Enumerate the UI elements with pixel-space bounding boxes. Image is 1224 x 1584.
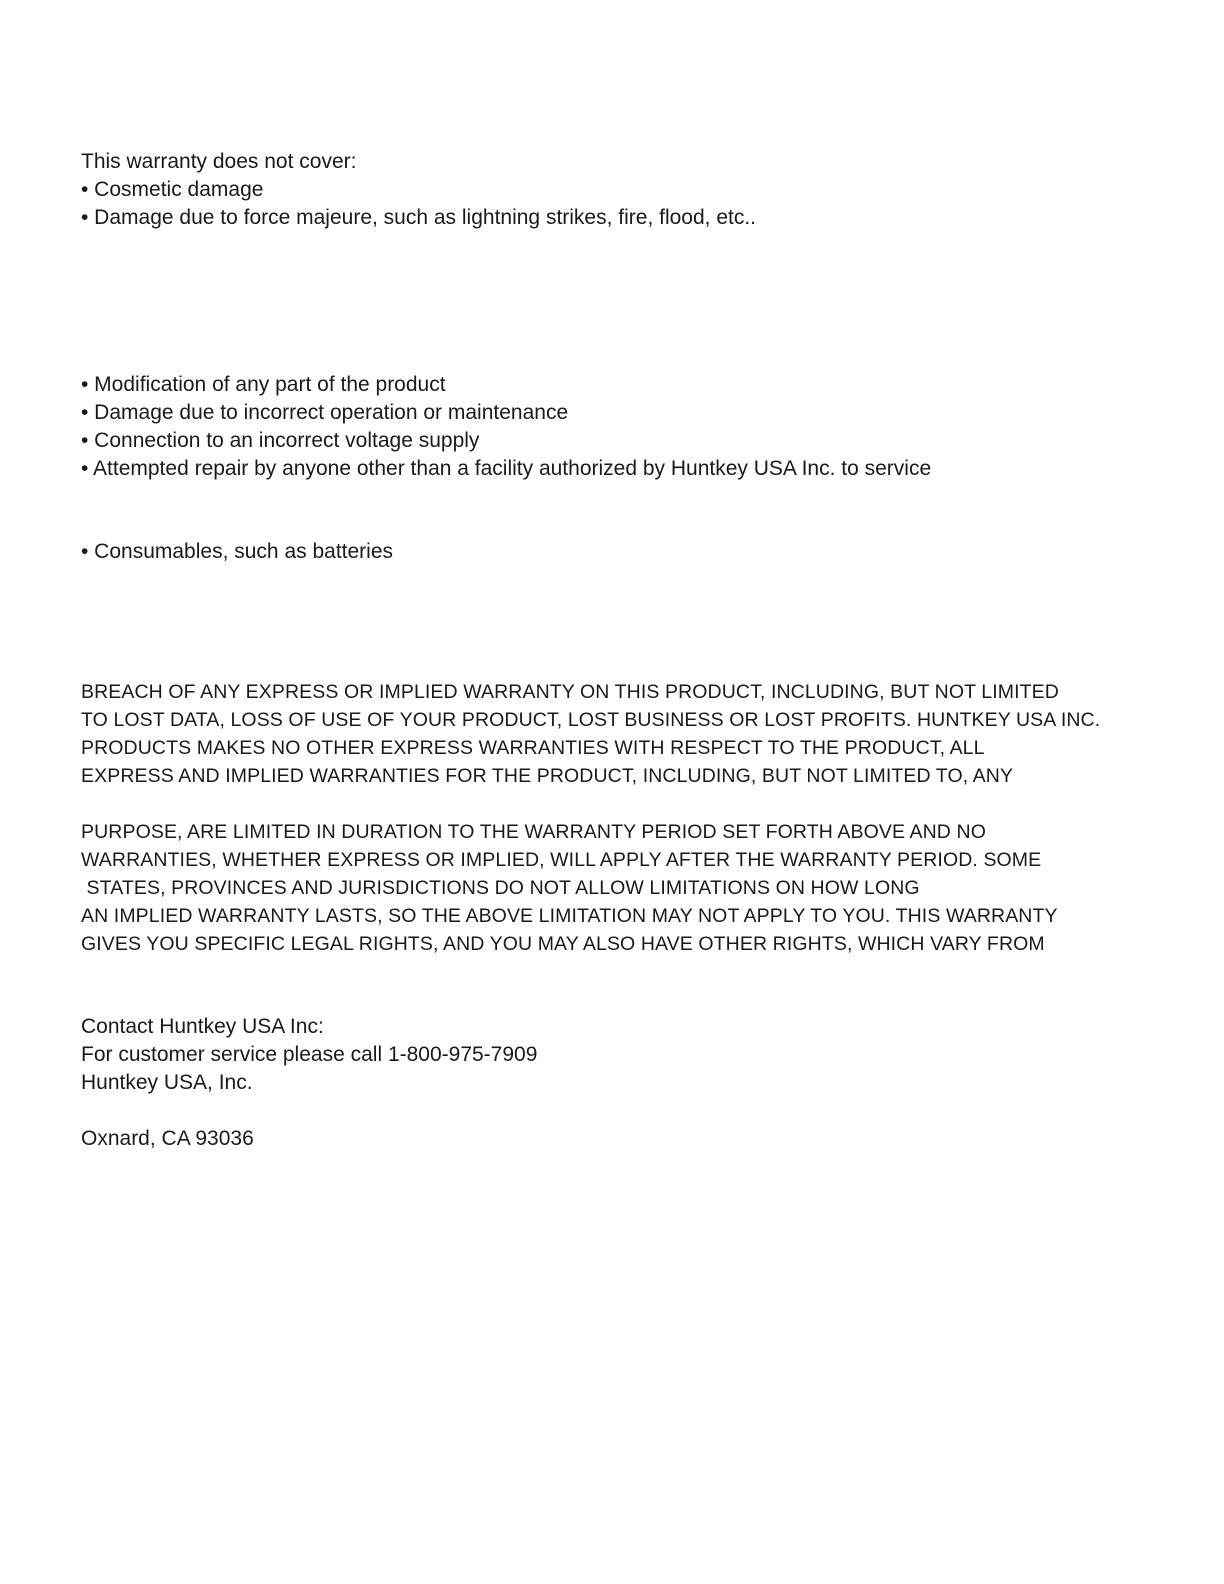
- customer-service-line: For customer service please call 1-800-975-7909: [81, 1043, 538, 1066]
- disclaimer-line: PURPOSE, ARE LIMITED IN DURATION TO THE WARRANTY PERIOD SET FORTH ABOVE AND NO: [81, 821, 986, 843]
- disclaimer-line: PRODUCTS MAKES NO OTHER EXPRESS WARRANTIES WITH RESPECT TO THE PRODUCT, ALL: [81, 737, 985, 759]
- disclaimer-line: GIVES YOU SPECIFIC LEGAL RIGHTS, AND YOU MAY ALSO HAVE OTHER RIGHTS, WHICH VARY FROM: [81, 933, 1045, 955]
- contact-heading: Contact Huntkey USA Inc:: [81, 1015, 324, 1038]
- disclaimer-line: AN IMPLIED WARRANTY LASTS, SO THE ABOVE LIMITATION MAY NOT APPLY TO YOU. THIS WARRANTY: [81, 905, 1058, 927]
- disclaimer-line: BREACH OF ANY EXPRESS OR IMPLIED WARRANTY ON THIS PRODUCT, INCLUDING, BUT NOT LIMITED: [81, 681, 1059, 703]
- list-item: • Modification of any part of the product: [81, 373, 446, 396]
- list-item: • Damage due to incorrect operation or maintenance: [81, 401, 569, 424]
- disclaimer-line: WARRANTIES, WHETHER EXPRESS OR IMPLIED, WILL APPLY AFTER THE WARRANTY PERIOD. SOME: [81, 849, 1042, 871]
- list-item: • Consumables, such as batteries: [81, 540, 394, 563]
- list-item: • Damage due to force majeure, such as lightning strikes, fire, flood, etc..: [81, 206, 757, 229]
- disclaimer-line: TO LOST DATA, LOSS OF USE OF YOUR PRODUCT, LOST BUSINESS OR LOST PROFITS. HUNTKEY USA INC.: [81, 709, 1101, 731]
- list-item: • Connection to an incorrect voltage supply: [81, 429, 480, 452]
- list-item: • Attempted repair by anyone other than a facility authorized by Huntkey USA Inc. to service: [81, 457, 932, 480]
- company-name: Huntkey USA, Inc.: [81, 1071, 253, 1094]
- not-covered-heading: This warranty does not cover:: [81, 150, 357, 173]
- disclaimer-line: EXPRESS AND IMPLIED WARRANTIES FOR THE PRODUCT, INCLUDING, BUT NOT LIMITED TO, ANY: [81, 765, 1014, 787]
- city-line: Oxnard, CA 93036: [81, 1127, 254, 1150]
- disclaimer-line: STATES, PROVINCES AND JURISDICTIONS DO NOT ALLOW LIMITATIONS ON HOW LONG: [81, 877, 920, 899]
- list-item: • Cosmetic damage: [81, 178, 264, 201]
